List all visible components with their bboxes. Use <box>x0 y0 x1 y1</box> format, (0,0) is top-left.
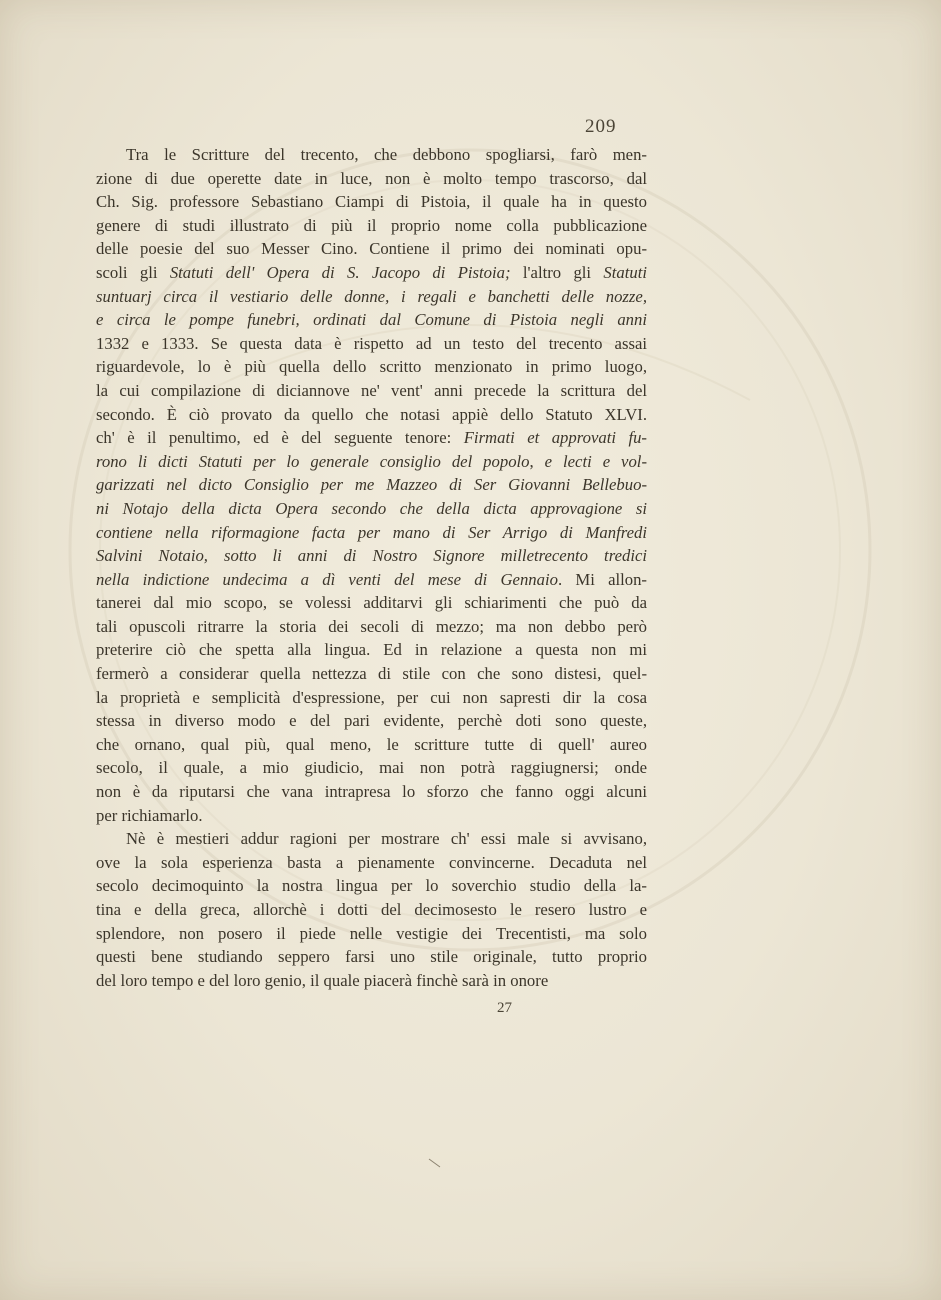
text-segment: la proprietà e semplicità d'espressione, per cui non sapresti dir la cosa <box>96 687 647 707</box>
text-segment: genere di studi illustrato di più il proprio nome colla pubblicazione <box>96 215 647 235</box>
text-line <box>96 261 647 285</box>
text-segment: 1332 e 1333. Se questa data è rispetto ad un testo del trecento assai <box>96 333 647 353</box>
text-segment: tina e della greca, allorchè i dotti del decimosesto le resero lustro e <box>96 900 647 919</box>
text-segment: delle poesie del suo Messer Cino. Contiene il primo dei nominati opu- <box>96 239 647 259</box>
text-segment: Tra le Scritture del trecento, che debbono spogliarsi, farò men- <box>126 145 647 164</box>
text-segment: tali opuscoli ritrarre la storia dei secoli di mezzo; ma non debbo però <box>96 616 647 636</box>
text-line <box>96 214 647 238</box>
text-line <box>96 780 647 804</box>
text-segment: zione di due operette date in luce, non è molto tempo trascorso, dal <box>96 168 647 188</box>
text-segment: secolo decimoquinto la nostra lingua per lo soverchio studio della la- <box>96 876 647 896</box>
text-segment: secondo. È ciò provato da quello che notasi appiè dello Statuto XLVI. <box>96 404 647 424</box>
text-segment: questi bene studiando seppero farsi uno stile originale, tutto proprio <box>96 947 647 967</box>
text-segment: scoli gli <box>96 262 170 282</box>
text-line <box>96 544 647 568</box>
stray-mark <box>428 1158 442 1168</box>
italic-segment: e lecti e vol- <box>544 451 647 471</box>
text-segment: non è da riputarsi che vana intrapresa lo sforzo che fanno oggi alcuni <box>96 782 647 802</box>
text-line <box>96 638 647 662</box>
text-segment: . Mi allon- <box>557 569 647 589</box>
text-segment: , <box>529 451 545 471</box>
text-segment: la cui compilazione di diciannove ne' vent' anni precede la scrittura del <box>96 380 647 400</box>
text-line <box>96 851 647 875</box>
text-line <box>96 969 647 993</box>
italic-segment: contiene nella riformagione facta per mano di Ser Arrigo di Manfredi <box>96 522 647 542</box>
text-segment: tanerei dal mio scopo, se volessi additarvi gli schiarimenti che può da <box>96 593 647 613</box>
text-line <box>96 403 647 427</box>
italic-segment: Firmati et approvati fu- <box>463 428 647 448</box>
text-line <box>96 898 647 922</box>
text-line <box>96 143 647 167</box>
text-line <box>96 355 647 379</box>
text-segment: stessa in diverso modo e del pari evidente, perchè doti sono queste, <box>96 711 647 731</box>
body-text <box>96 143 647 992</box>
text-line <box>96 945 647 969</box>
text-line <box>96 190 647 214</box>
italic-segment: Statuti dell' Opera di S. Jacopo di Pistoia; <box>169 262 511 282</box>
text-segment: ch' è il penultimo, ed è del seguente tenore: <box>96 428 464 448</box>
text-segment: secolo, il quale, a mio giudicio, mai non potrà raggiugnersi; onde <box>96 758 647 778</box>
text-line <box>96 308 647 332</box>
text-segment: ove la sola esperienza basta a pienamente convincerne. Decaduta nel <box>96 852 647 872</box>
page-number: 209 <box>585 116 617 137</box>
text-line <box>96 379 647 403</box>
text-line <box>96 874 647 898</box>
text-line <box>96 922 647 946</box>
text-line <box>96 497 647 521</box>
text-segment: splendore, non posero il piede nelle vestigie dei Trecentisti, ma solo <box>96 923 647 943</box>
text-line <box>96 426 647 450</box>
text-line <box>96 521 647 545</box>
text-line <box>96 568 647 592</box>
text-line <box>96 686 647 710</box>
text-line <box>96 827 647 851</box>
text-line <box>96 332 647 356</box>
text-segment: Nè è mestieri addur ragioni per mostrare ch' essi male si avvisano, <box>126 829 647 849</box>
text-segment: per richiamarlo. <box>96 805 203 825</box>
text-segment: del loro tempo e del loro genio, il quale piacerà finchè sarà in onore <box>96 970 549 990</box>
italic-segment: nella indictione undecima a dì venti del mese di Gennaio <box>96 569 558 589</box>
text-line <box>96 662 647 686</box>
text-line <box>96 591 647 615</box>
text-segment: riguardevole, lo è più quella dello scritto menzionato in primo luogo, <box>96 357 647 377</box>
italic-segment: garizzati nel dicto Consiglio per me Mazzeo di Ser Giovanni Bellebuo- <box>96 475 647 495</box>
text-segment: preterire ciò che spetta alla lingua. Ed in relazione a questa non mi <box>96 640 647 660</box>
text-segment: che ornano, qual più, qual meno, le scritture tutte di quell' aureo <box>96 734 647 754</box>
text-line <box>96 733 647 757</box>
text-line <box>96 709 647 733</box>
text-segment: l'altro gli <box>510 262 604 282</box>
text-line <box>96 756 647 780</box>
text-line <box>96 473 647 497</box>
text-line <box>96 285 647 309</box>
italic-segment: e circa le pompe funebri, ordinati dal Comune di Pistoia negli anni <box>96 310 647 330</box>
text-line <box>96 167 647 191</box>
text-line <box>96 804 647 828</box>
italic-segment: Salvini Notaio, sotto li anni di Nostro Signore milletrecento tredici <box>96 546 647 566</box>
italic-segment: suntuarj circa il vestiario delle donne, i regali e banchetti delle nozze, <box>96 286 647 306</box>
italic-segment: ni Notajo della dicta Opera secondo che della dicta approvagione si <box>96 498 647 518</box>
italic-segment: Statuti <box>603 262 647 282</box>
italic-segment: rono li dicti Statuti per lo generale consiglio del popolo <box>96 451 530 471</box>
text-line <box>96 450 647 474</box>
text-line <box>96 615 647 639</box>
signature-mark: 27 <box>497 1000 512 1016</box>
text-segment: Ch. Sig. professore Sebastiano Ciampi di Pistoia, il quale ha in questo <box>96 192 647 212</box>
text-line <box>96 237 647 261</box>
text-segment: fermerò a considerar quella nettezza di stile con che sono distesi, quel- <box>96 664 647 684</box>
